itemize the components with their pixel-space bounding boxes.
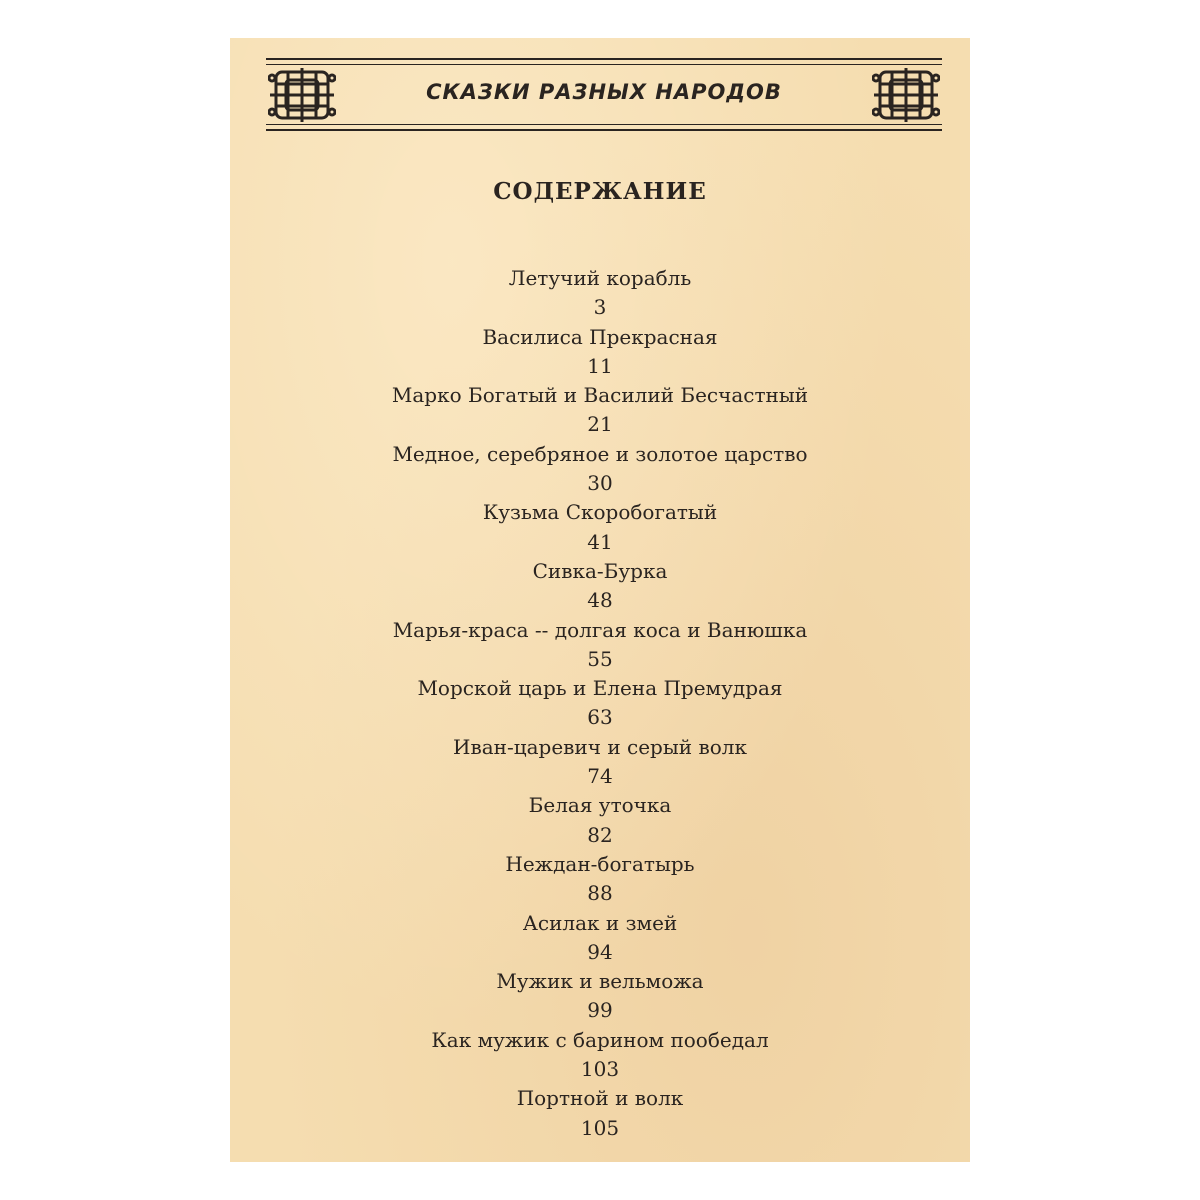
toc-entry-title: Медное, серебряное и золотое царство <box>392 441 808 466</box>
toc-entry-page: 21 <box>587 412 613 437</box>
toc-entry-page: 74 <box>587 764 613 789</box>
toc-entry <box>230 791 970 850</box>
toc-entry-page: 82 <box>587 822 613 847</box>
toc-entry-page: 88 <box>587 881 613 906</box>
toc-entry <box>230 323 970 382</box>
series-title: СКАЗКИ РАЗНЫХ НАРОДОВ <box>426 80 782 104</box>
toc-entry-title: Иван-царевич и серый волк <box>453 734 747 759</box>
toc-entry-title: Морской царь и Елена Премудрая <box>417 676 783 701</box>
toc-entry <box>230 264 970 323</box>
toc-entry <box>230 440 970 499</box>
toc-entry <box>230 1084 970 1143</box>
toc-entry-title: Сивка-Бурка <box>532 558 668 583</box>
toc-entry-page: 63 <box>587 705 613 730</box>
knot-ornament-icon <box>872 66 940 124</box>
book-page <box>230 38 970 1162</box>
toc-entry <box>230 498 970 557</box>
table-of-contents <box>230 264 970 1143</box>
toc-entry-title: Василиса Прекрасная <box>482 324 718 349</box>
toc-entry-page: 94 <box>587 939 613 964</box>
toc-entry-page: 41 <box>587 529 613 554</box>
toc-entry <box>230 557 970 616</box>
toc-entry-title: Марко Богатый и Василий Бесчастный <box>391 383 809 408</box>
header-rule-top <box>266 58 942 60</box>
header-rule-top-thin <box>266 64 942 65</box>
toc-entry-page: 99 <box>587 998 613 1023</box>
toc-entry-title: Марья-краса -- долгая коса и Ванюшка <box>392 617 808 642</box>
toc-entry-title: Белая уточка <box>528 793 672 818</box>
toc-entry <box>230 616 970 675</box>
toc-entry-page: 30 <box>587 471 613 496</box>
toc-entry-title: Как мужик с барином пообедал <box>431 1027 769 1052</box>
toc-entry <box>230 674 970 733</box>
toc-entry <box>230 909 970 968</box>
toc-entry-title: Неждан-богатырь <box>505 851 695 876</box>
toc-entry-title: Портной и волк <box>516 1086 684 1111</box>
header-rule-bottom-thin <box>266 124 942 125</box>
toc-entry-title: Кузьма Скоробогатый <box>482 500 718 525</box>
toc-entry-title: Летучий корабль <box>508 266 692 290</box>
toc-entry <box>230 850 970 909</box>
toc-entry-title: Асилак и змей <box>522 910 678 935</box>
header-rule-bottom <box>266 129 942 131</box>
toc-heading: СОДЕРЖАНИЕ <box>493 178 707 205</box>
toc-entry-page: 55 <box>587 646 613 671</box>
running-header <box>266 58 942 134</box>
toc-entry-title: Мужик и вельможа <box>496 969 704 994</box>
toc-entry-page: 103 <box>580 1057 620 1082</box>
toc-entry <box>230 733 970 792</box>
toc-entry-page: 105 <box>580 1115 620 1140</box>
toc-entry <box>230 1026 970 1085</box>
toc-entry-page: 48 <box>587 588 613 613</box>
toc-entry-page: 11 <box>587 353 613 378</box>
toc-entry-page: 3 <box>593 295 607 320</box>
toc-entry <box>230 381 970 440</box>
toc-entry <box>230 967 970 1026</box>
